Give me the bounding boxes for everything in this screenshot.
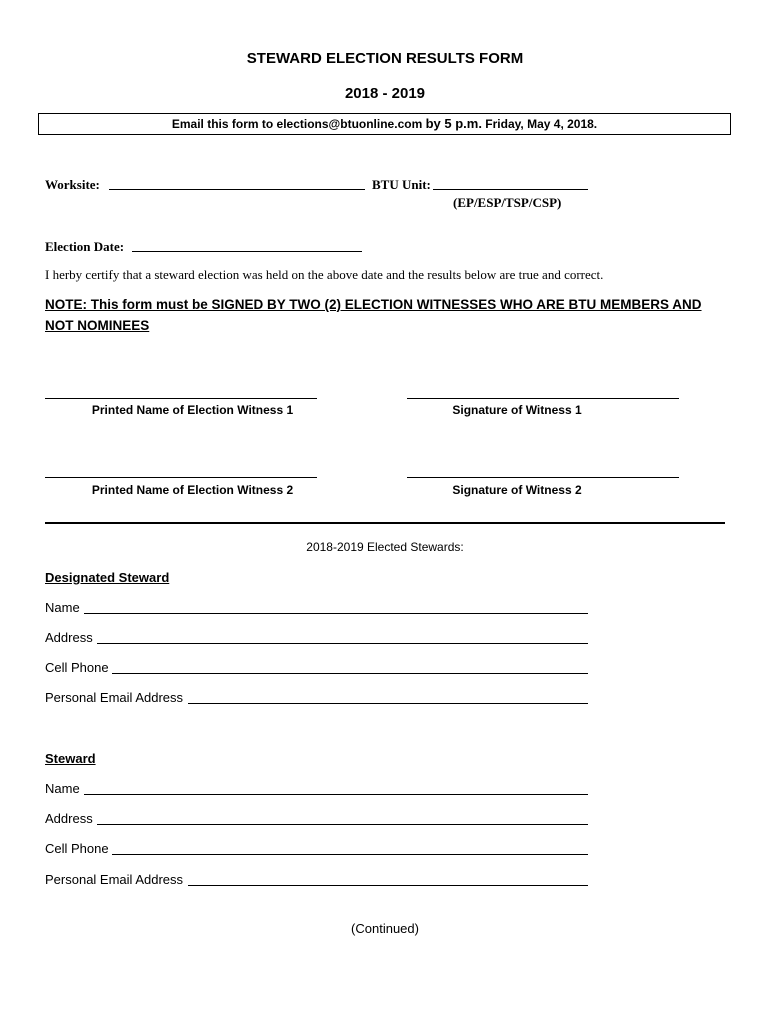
witness-1-signature-caption: Signature of Witness 1 — [452, 403, 582, 417]
form-title: STEWARD ELECTION RESULTS FORM — [246, 50, 524, 67]
designated-cell-label: Cell Phone — [45, 660, 109, 675]
election-date-field[interactable] — [132, 251, 362, 252]
designated-address-field[interactable] — [97, 643, 588, 644]
unit-options: (EP/ESP/TSP/CSP) — [453, 195, 562, 210]
form-year: 2018 - 2019 — [344, 85, 426, 102]
witness-1-name-caption: Printed Name of Election Witness 1 — [91, 403, 294, 417]
witness-2-signature-caption: Signature of Witness 2 — [452, 483, 582, 497]
designated-steward-title: Designated Steward — [45, 570, 170, 585]
btu-unit-label: BTU Unit: — [372, 177, 431, 192]
witness-2-name-line[interactable] — [45, 477, 317, 478]
certify-text: I herby certify that a steward election was held on the above date and the results below are true and correct. — [45, 267, 604, 282]
email-deadline: by 5 p.m. — [425, 116, 482, 131]
designated-cell-field[interactable] — [112, 673, 588, 674]
worksite-label: Worksite: — [45, 177, 100, 192]
email-date: Friday, May 4, 2018. — [485, 117, 598, 131]
witness-2-name-caption: Printed Name of Election Witness 2 — [91, 483, 294, 497]
steward-cell-label: Cell Phone — [45, 841, 109, 856]
witness-2-signature-line[interactable] — [407, 477, 679, 478]
steward-cell-field[interactable] — [112, 854, 588, 855]
steward-title: Steward — [45, 751, 96, 766]
witness-1-name-line[interactable] — [45, 398, 317, 399]
witness-1-signature-line[interactable] — [407, 398, 679, 399]
election-date-label: Election Date: — [45, 239, 125, 254]
witness-note: NOTE: This form must be SIGNED BY TWO (2) ELECTION WITNESSES WHO ARE BTU MEMBERS AND NOT NOMINEES — [45, 297, 702, 333]
email-instruction: Email this form to elections@btuonline.com — [171, 117, 423, 131]
worksite-field[interactable] — [109, 189, 365, 190]
steward-name-field[interactable] — [84, 794, 588, 795]
designated-email-field[interactable] — [188, 703, 588, 704]
continued-note: (Continued) — [351, 921, 419, 936]
section-divider — [45, 522, 725, 524]
designated-address-label: Address — [45, 630, 93, 645]
designated-email-label: Personal Email Address — [45, 690, 184, 705]
elected-stewards-heading: 2018-2019 Elected Stewards: — [306, 540, 464, 554]
steward-address-field[interactable] — [97, 824, 588, 825]
steward-name-label: Name — [45, 781, 80, 796]
steward-email-label: Personal Email Address — [45, 872, 184, 887]
steward-email-field[interactable] — [188, 885, 588, 886]
designated-name-label: Name — [45, 600, 80, 615]
email-instruction-box — [38, 113, 731, 135]
designated-name-field[interactable] — [84, 613, 588, 614]
steward-address-label: Address — [45, 811, 93, 826]
btu-unit-field[interactable] — [433, 189, 588, 190]
